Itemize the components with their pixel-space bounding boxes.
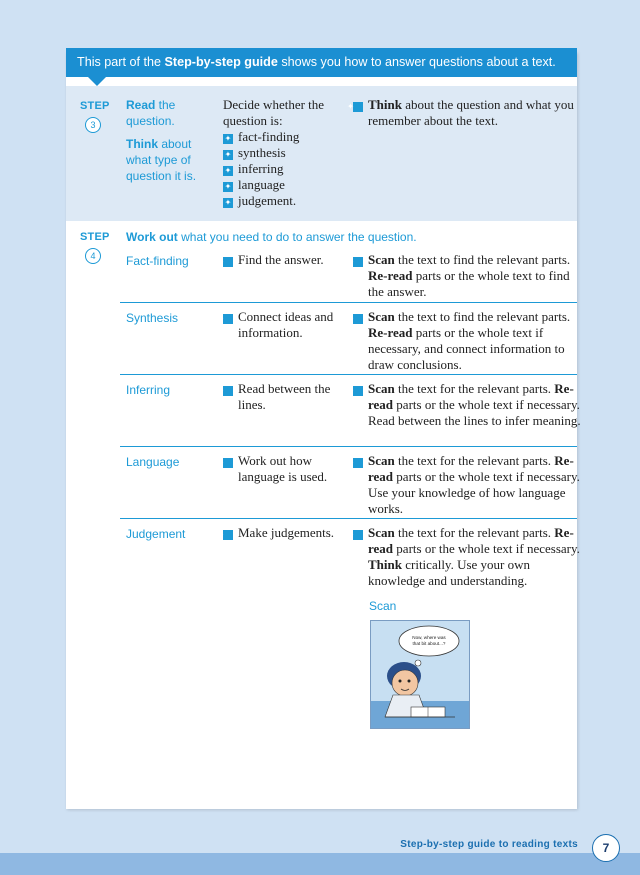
star-box-icon: ✦ bbox=[223, 386, 233, 396]
row-method: ✦ Scan the text for the relevant parts. Re-read parts or the whole text if necessary. Think critically. Use your own knowledge and understanding. bbox=[347, 525, 580, 588]
question-type-item: ✦ language bbox=[224, 177, 285, 192]
star-box-icon: ✦ bbox=[224, 198, 232, 207]
step3-col1 bbox=[126, 97, 212, 184]
row-action: ✦ Read between the lines. bbox=[217, 381, 331, 412]
question-type-item: ✦ inferring bbox=[224, 161, 284, 176]
step3-col2 bbox=[223, 97, 348, 209]
page-number: 7 bbox=[592, 834, 620, 862]
row-method: ✦ Scan the text to find the relevant parts. Re-read parts or the whole text if necessary, and connect information to draw conclusions. bbox=[347, 309, 571, 372]
step4-heading: Work out what you need to do to answer the question. bbox=[126, 230, 417, 244]
row-type-label: Synthesis bbox=[126, 311, 179, 325]
star-box-icon: ✦ bbox=[223, 530, 233, 540]
question-type-item: ✦ judgement. bbox=[224, 193, 297, 208]
row-action: ✦ Work out how language is used. bbox=[217, 453, 328, 484]
step4-number: 4 bbox=[85, 248, 101, 264]
step4-label: STEP bbox=[80, 231, 110, 243]
row-action: ✦ Make judgements. bbox=[217, 525, 335, 540]
row-method: ✦ Scan the text for the relevant parts. Re-read parts or the whole text if necessary. Use your knowledge of how language works. bbox=[347, 453, 580, 516]
question-type-list bbox=[223, 129, 348, 209]
banner-pointer bbox=[88, 77, 106, 86]
star-box-icon: ✦ bbox=[353, 386, 363, 396]
star-box-icon: ✦ bbox=[224, 166, 232, 175]
row-type-label: Language bbox=[126, 455, 180, 469]
banner-text-prefix: This part of the bbox=[77, 55, 165, 69]
row-divider bbox=[120, 374, 577, 375]
banner-text-bold: Step-by-step guide bbox=[164, 55, 278, 69]
footer-band bbox=[0, 853, 640, 875]
question-type-item: ✦ synthesis bbox=[224, 145, 286, 160]
star-box-icon: ✦ bbox=[353, 458, 363, 468]
star-box-icon: ✦ bbox=[353, 257, 363, 267]
star-box-icon: ✦ bbox=[224, 182, 232, 191]
row-type-label: Judgement bbox=[126, 527, 186, 541]
star-box-icon: ✦ bbox=[223, 314, 233, 324]
scan-caption: Scan bbox=[369, 599, 397, 613]
row-divider bbox=[120, 446, 577, 447]
row-divider bbox=[120, 302, 577, 303]
cartoon-boy-reading bbox=[370, 620, 470, 729]
step3-read-instruction: Read the question. bbox=[126, 98, 176, 128]
step3-think-instruction: Think about what type of question it is. bbox=[126, 137, 197, 183]
step3-label: STEP bbox=[80, 100, 110, 112]
star-box-icon: ✦ bbox=[223, 257, 233, 267]
row-action: ✦ Find the answer. bbox=[217, 252, 324, 267]
star-box-icon: ✦ bbox=[353, 314, 363, 324]
star-box-icon: ✦ bbox=[223, 458, 233, 468]
row-method: ✦ Scan the text for the relevant parts. Re-read parts or the whole text if necessary. Read between the lines to infer meaning. bbox=[347, 381, 581, 428]
star-box-icon: ✦ bbox=[353, 530, 363, 540]
row-type-label: Fact-finding bbox=[126, 254, 189, 268]
step3-col3: ✦ Think about the question and what you remember about the text. bbox=[347, 97, 574, 128]
star-box-icon: ✦ bbox=[224, 150, 232, 159]
step3-decide-text: Decide whether the question is: bbox=[223, 97, 325, 128]
step3-number: 3 bbox=[85, 117, 101, 133]
row-divider bbox=[120, 518, 577, 519]
thought-bubble-text: Now, where was that bit about...? bbox=[412, 635, 446, 646]
banner-text-suffix: shows you how to answer questions about a text. bbox=[277, 55, 556, 69]
footer-running-title: Step-by-step guide to reading texts bbox=[400, 839, 578, 850]
row-action: ✦ Connect ideas and information. bbox=[217, 309, 334, 340]
star-box-icon: ✦ bbox=[224, 134, 232, 143]
star-box-icon: ✦ bbox=[353, 102, 363, 112]
row-method: ✦ Scan the text to find the relevant parts. Re-read parts or the whole text to find the answer. bbox=[347, 252, 571, 299]
intro-banner bbox=[66, 48, 577, 77]
question-type-item: ✦ fact-finding bbox=[224, 129, 300, 144]
row-type-label: Inferring bbox=[126, 383, 171, 397]
